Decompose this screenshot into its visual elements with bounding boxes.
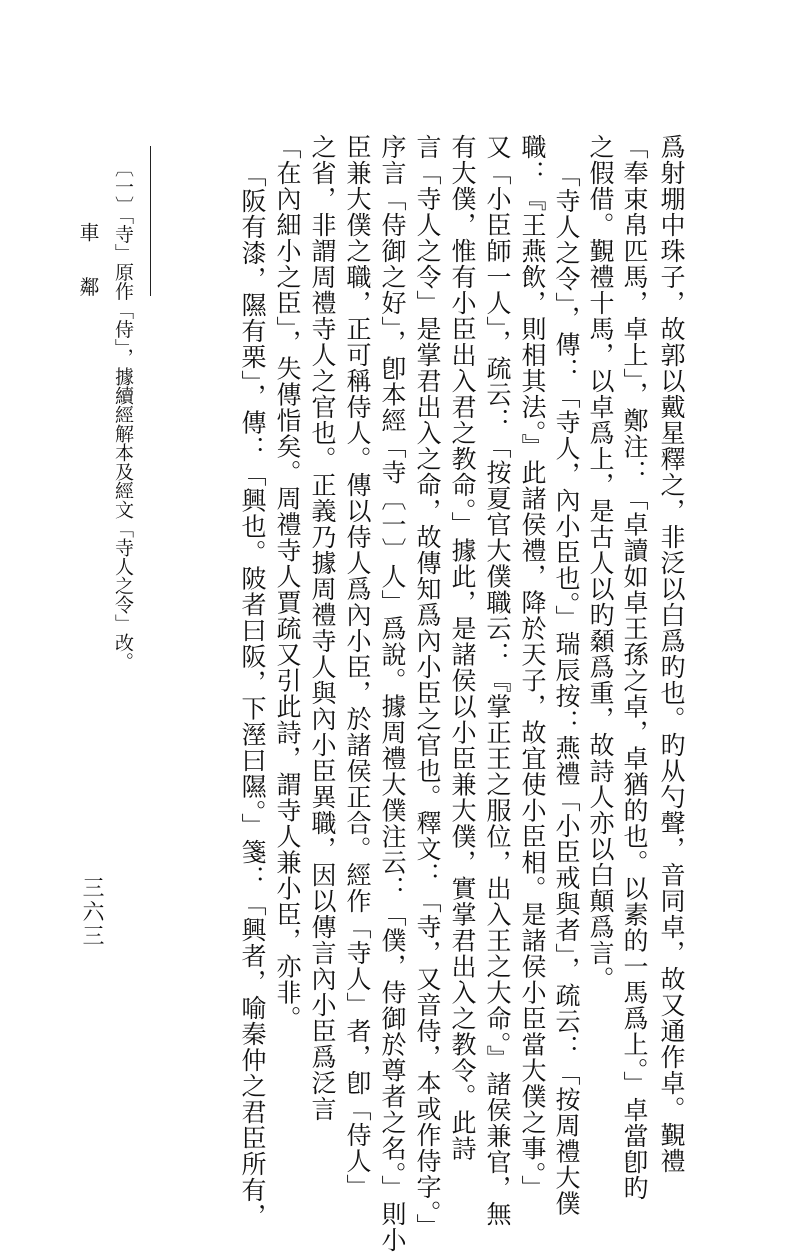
text-column-3: 之假借。覲禮十馬，以卓爲上，是古人以旳顙爲重，故詩人亦以白顛爲言。	[586, 134, 615, 992]
text-column-10: 臣兼大僕之職，正可稱侍人。傳以侍人爲內小臣，於諸侯正合。經作「寺人」者，卽「侍人」	[343, 134, 372, 1200]
text-column-4: 「寺人之令」，傳：「寺人，內小臣也。」瑞辰按：燕禮「小臣戒與者」，疏云：「按周禮大僕	[552, 162, 581, 1217]
text-column-6: 又「小臣師一人」，疏云：「按夏官大僕職云：『掌正王之服位，出入王之大命。』諸侯兼官，無	[483, 134, 512, 1227]
text-column-5: 職：『王燕飲，則相其法。』此諸侯禮，降於天子，故宜使小臣相。是諸侯小臣當大僕之事。」	[518, 134, 547, 1201]
page-header: 車 鄰	[76, 222, 100, 311]
page-number: 三六三	[79, 876, 104, 948]
footnote: 〔一〕「寺」原作「侍」，據續經解本及經文「寺人之令」改。	[112, 158, 134, 671]
text-column-13: 「阪有漆，隰有栗」，傳：「興也。陂者曰阪，下溼曰隰。」箋：「興者，喻秦仲之君臣所有，	[238, 162, 267, 1229]
footnote-rule	[150, 146, 151, 296]
text-column-8: 言「寺人之令」是掌君出入之命，故傳知爲內小臣之官也。釋文：「寺，又音侍，本或作侍字。」	[413, 134, 442, 1240]
text-column-12: 「在內細小之臣」，失傳恉矣。周禮寺人賈疏又引此詩，謂寺人兼小臣，亦非。	[273, 134, 302, 1032]
text-column-11: 之省，非謂周禮寺人之官也。正義乃據周禮寺人與內小臣異職，因以傳言內小臣爲泛言	[308, 134, 337, 1122]
text-column-9: 序言「侍御之好」，卽本經「寺〔一〕人」爲說。據周禮大僕注云：「僕，侍御於尊者之名。」則小	[378, 134, 407, 1253]
text-column-2: 「奉束帛匹馬，卓上」，鄭注：「卓讀如卓王孫之卓，卓猶的也。以素的一馬爲上。」卓當卽旳	[620, 134, 649, 1201]
text-column-1: 爲射堋中珠子，故郭以戴星釋之，非泛以白爲旳也。旳从勺聲，音同卓，故又通作卓。覲禮	[657, 134, 686, 1174]
text-column-7: 有大僕，惟有小臣出入君之教命。」據此，是諸侯以小臣兼大僕，實掌君出入之教令。此詩	[448, 134, 477, 1162]
